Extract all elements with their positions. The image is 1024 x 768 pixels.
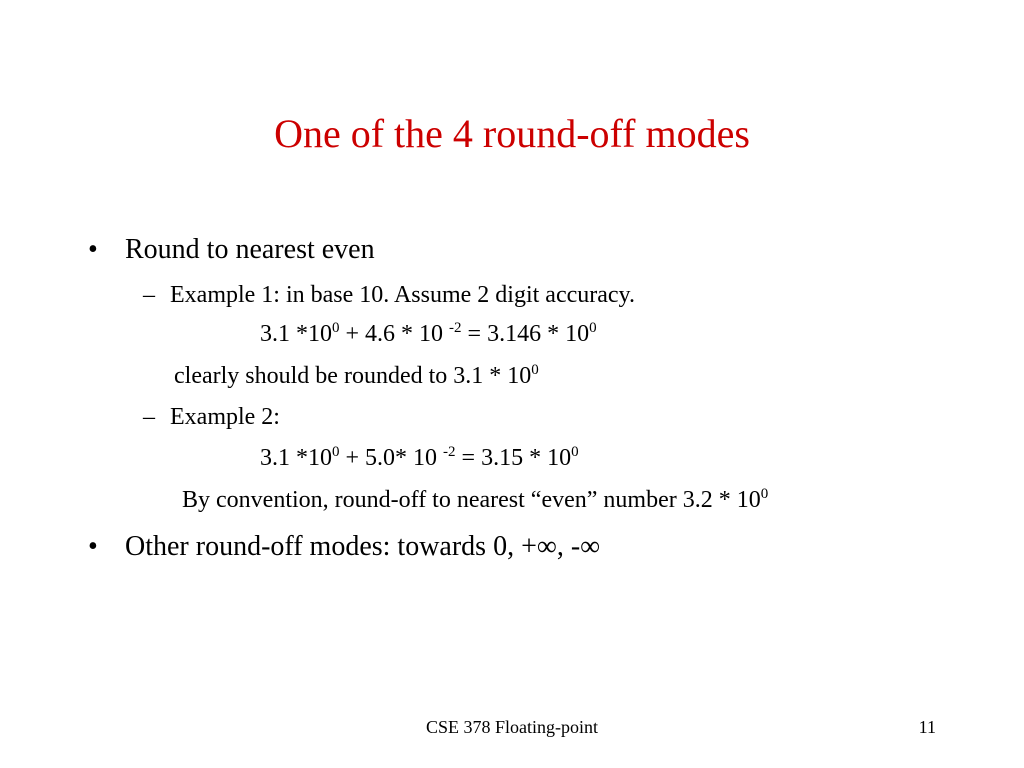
bullet-text: Round to nearest even [125, 234, 375, 265]
exponent: 0 [589, 320, 597, 336]
sub-bullet-text: Example 1: in base 10. Assume 2 digit accuracy. [170, 282, 635, 308]
bullet-marker: • [88, 531, 98, 562]
equation-term: 3.1 *10 [260, 321, 332, 347]
equation-term: + 4.6 * 10 [339, 321, 450, 347]
exponent: 0 [332, 320, 340, 336]
example-2-equation [260, 443, 579, 473]
example-1-equation [260, 319, 597, 349]
footer-course-title: CSE 378 Floating-point [425, 717, 598, 737]
bullet-round-to-nearest-even [88, 233, 375, 267]
exponent: 0 [531, 362, 539, 378]
bullet-text: Other round-off modes: towards 0, +∞, -∞ [125, 531, 601, 562]
exponent: 0 [332, 444, 340, 460]
equation-term: = 3.146 * 10 [461, 321, 590, 347]
exponent: 0 [760, 486, 769, 502]
exponent: 0 [571, 444, 579, 460]
equation-term: 3.1 *10 [260, 445, 332, 471]
bullet-marker: • [88, 234, 98, 265]
example-1-remark [174, 361, 539, 391]
equation-term: + 5.0* 10 [339, 445, 444, 471]
equation-term: = 3.15 * 10 [455, 445, 572, 471]
footer-page-number: 11 [918, 717, 936, 737]
sub-bullet-example-2 [143, 402, 280, 432]
dash-marker: – [143, 282, 155, 308]
remark-text: By convention, round-off to nearest “even” number 3.2 * 10 [182, 487, 761, 513]
example-2-remark [182, 485, 768, 515]
dash-marker: – [143, 404, 155, 430]
sub-bullet-example-1 [143, 280, 635, 310]
slide-title: One of the 4 round-off modes [274, 111, 750, 156]
remark-text: clearly should be rounded to 3.1 * 10 [174, 363, 532, 389]
sub-bullet-text: Example 2: [170, 404, 280, 430]
exponent: -2 [449, 320, 462, 336]
exponent: -2 [443, 444, 456, 460]
bullet-other-round-off-modes [88, 530, 600, 564]
